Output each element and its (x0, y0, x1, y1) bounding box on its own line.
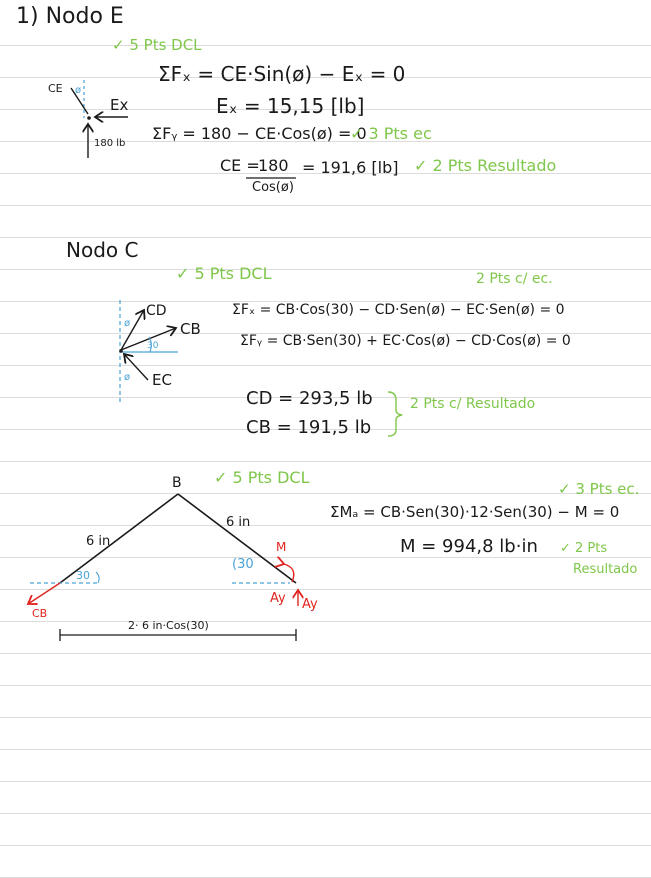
equation-moment: ΣMₐ = CB·Sen(30)·12·Sen(30) − M = 0 (330, 503, 620, 521)
frame-cb-force-arrow (28, 583, 60, 604)
result-ce-denominator: Cos(ø) (252, 180, 294, 195)
grade-ec-b: ✓ 3 Pts ec. (558, 480, 640, 498)
heading-nodo-e: 1) Nodo E (16, 4, 124, 29)
fbd-e-label-load: 180 lb (94, 138, 126, 149)
result-m: M = 994,8 lb·in (400, 536, 538, 557)
result-cb: CB = 191,5 lb (246, 417, 372, 438)
fbd-e-label-ce: CE (48, 82, 63, 95)
frame-label-angle-right: (30 (232, 557, 254, 572)
frame-label-cb: CB (32, 607, 48, 620)
grade-dcl-b: ✓ 5 Pts DCL (214, 468, 310, 487)
fbd-e-label-angle: ø (75, 85, 82, 96)
frame-label-left-length: 6 in (86, 534, 111, 549)
fbd-c-label-30: 30 (147, 341, 159, 351)
result-cd: CD = 293,5 lb (246, 388, 373, 409)
grade-result-b-line2: Resultado (573, 562, 638, 577)
grade-dcl-c: ✓ 5 Pts DCL (176, 264, 272, 283)
equation-fx-c: ΣFₓ = CB·Cos(30) − CD·Sen(ø) − EC·Sen(ø) = 0 (232, 302, 565, 318)
results-bracket (388, 392, 402, 436)
result-ce-numerator: 180 (258, 156, 289, 175)
grade-result-e: ✓ 2 Pts Resultado (414, 156, 557, 175)
fbd-e-label-ex: Ex (110, 96, 129, 114)
fbd-c-label-cd: CD (146, 303, 167, 319)
frame-dimension-label: 2· 6 in·Cos(30) (128, 619, 209, 632)
result-ce-lhs: CE = (220, 156, 260, 175)
frame-moment-arrow (284, 564, 294, 582)
equation-fx-e: ΣFₓ = CE·Sin(ø) − Eₓ = 0 (158, 62, 406, 86)
grade-ec-c: 2 Pts c/ ec. (476, 271, 553, 287)
grade-result-b-line1: ✓ 2 Pts (560, 541, 608, 556)
grade-dcl-e: ✓ 5 Pts DCL (112, 36, 202, 54)
frame-label-m: M (276, 540, 287, 554)
fbd-e-node (87, 116, 91, 120)
frame-label-angle-left: 30 (76, 569, 90, 582)
fbd-c-label-cb: CB (180, 320, 201, 338)
grade-ec-e: ✓ 3 Pts ec (350, 124, 432, 143)
fbd-c-label-phi-bottom: ø (124, 372, 131, 383)
result-ce-value: = 191,6 [lb] (302, 158, 399, 177)
equation-fy-c: ΣFᵧ = CB·Sen(30) + EC·Cos(ø) − CD·Cos(ø) = 0 (240, 333, 571, 349)
frame-label-ay-2: Ay (302, 597, 318, 612)
fbd-c-label-ec: EC (152, 371, 172, 389)
frame-label-b: B (172, 475, 182, 491)
frame-left-angle-arc (96, 572, 99, 583)
grade-result-c: 2 Pts c/ Resultado (410, 396, 536, 412)
equation-fy-e: ΣFᵧ = 180 − CE·Cos(ø) = 0 (152, 124, 367, 143)
fbd-c-cd-arrow (121, 310, 144, 350)
frame-label-right-length: 6 in (226, 515, 251, 530)
heading-nodo-c: Nodo C (66, 238, 139, 262)
fbd-c-node (119, 349, 123, 353)
frame-label-ay-1: Ay (270, 591, 286, 606)
result-ex: Eₓ = 15,15 [lb] (216, 94, 365, 118)
fbd-c-label-phi-top: ø (124, 318, 131, 329)
